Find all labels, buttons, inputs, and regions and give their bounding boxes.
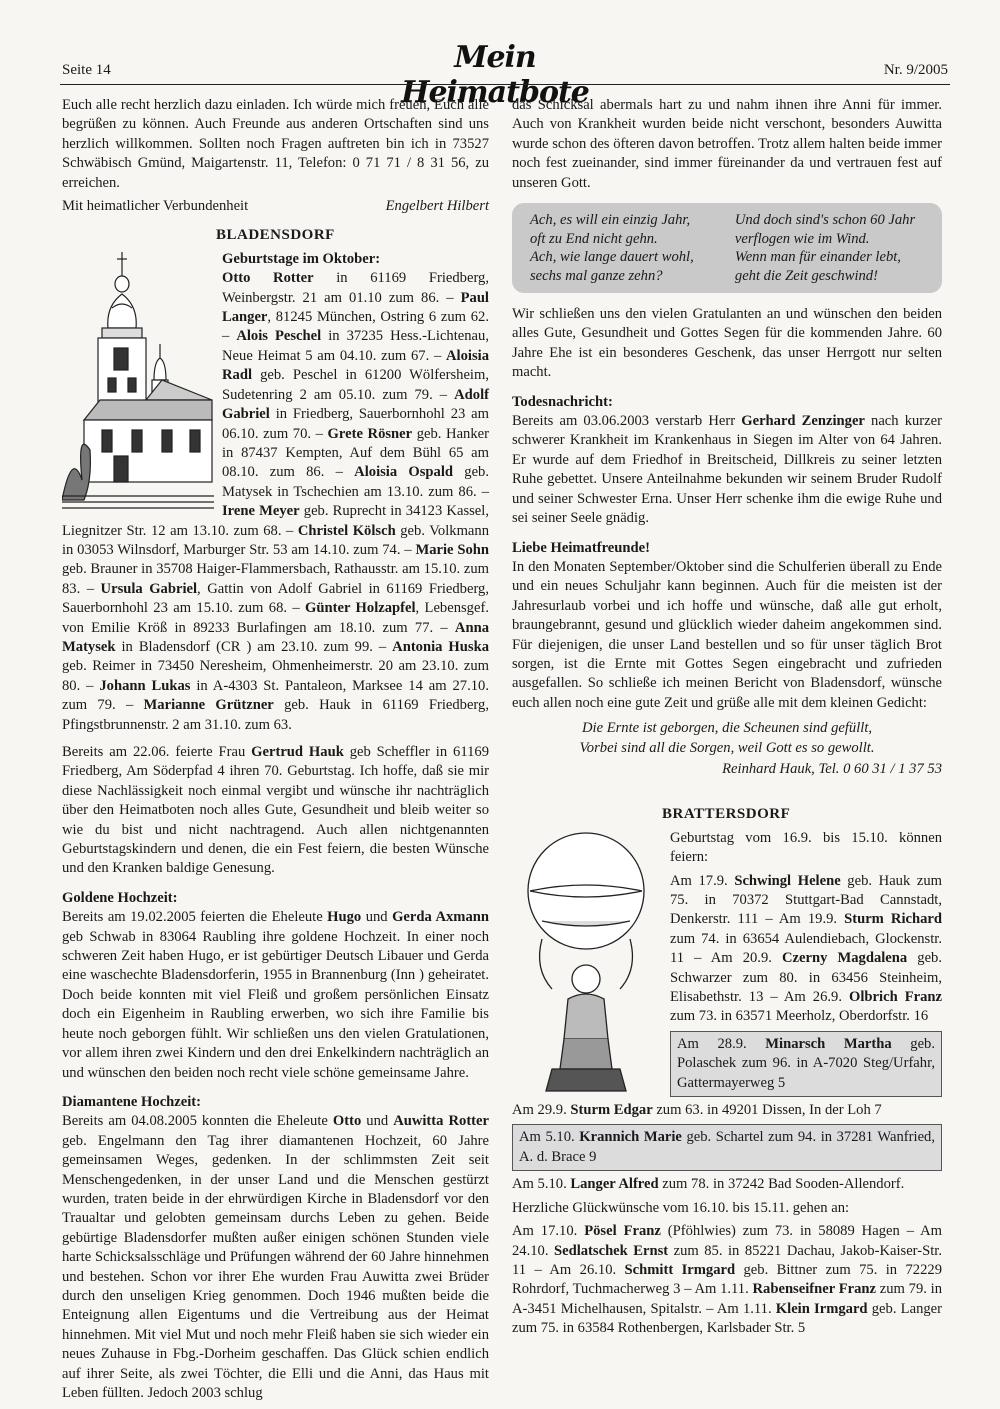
brattersdorf-header-wrap: [512, 805, 942, 824]
atlas-statue-illustration: [512, 829, 660, 1097]
highlight-box-krannich: Am 5.10. Krannich Marie geb. Schartel zum 94. in 37281 Wanfried, A. d. Brace 9: [512, 1124, 942, 1171]
birthday-details: geb. Hauk in 61169 Friedberg, Pfingstbrunnenstr. 2 am 31.10. zum 63.: [62, 697, 489, 733]
wishes-paragraph: Wir schließen uns den vielen Gratulanten an und wünschen den beiden alles Gute, Gesundheit und Gottes Segen für die kommenden Jahre. 60 Jahre Ehe ist ein besonderes Geschenk, das unser Herrgott nur selten macht.: [512, 306, 942, 381]
friends-heading: Liebe Heimatfreunde!: [512, 539, 650, 556]
birthday-details: geb. Ruprecht in 34123 Kassel, Liegnitzer Str. 12 am 13.10. zum 68. –: [62, 503, 489, 539]
harvest-verse: Die Ernte ist geborgen, die Scheunen sind gefüllt, Vorbei sind all die Sorgen, weil Gott es so gewollt.: [579, 720, 875, 756]
poem-box: [512, 203, 942, 293]
golden-wedding-paragraph: Bereits am 19.02.2005 feierten die Eheleute Hugo und Gerda Axmann geb Schwab in 83064 Raubling ihre goldene Hochzeit. In einer noch schweren Zeit haben Hugo, er ist gebürtiger Deutsch Libauer und Gerda eine waschechte Bladensdorferin, 1955 in Brannenburg (Inn ) geheiratet. Doch beide konnten mit viel Fleiß und großem persönlichen Einsatz doch ein Eigenheim in Raubling erwerben, wo sich ihre Familie bis heute noch geborgen fühlt. Wir schließen uns den vielen Gratulationen, vor allem ihren zwei Kindern und den drei Enkelkindern nachträglich an und wünschen den beiden noch recht viele schöne gemeinsame Jahre.: [62, 909, 489, 1081]
birthday-name: Aloisia Radl: [222, 347, 489, 384]
author-name: Engelbert Hilbert: [385, 198, 489, 215]
poem-left: Ach, es will ein einzig Jahr, oft zu End nicht gehn. Ach, wie lange dauert wohl, sechs mal ganze zehn?: [530, 212, 694, 284]
birthday-name: Alois Peschel: [236, 328, 322, 345]
diamond-wedding-paragraph: Bereits am 04.08.2005 konnten die Eheleute Otto und Auwitta Rotter geb. Engelmann den Tag ihrer diamantenen Hochzeit, 60 Jahre gemeinsamen Weges, gedenken. In der schlimmsten Zeit seit Menschengedenken, in der unser Land und die Menschen gestürzt wurden, traten beide in der ehrwürdigen Kirche in Bladensdorf vor den Traualtar und gelobten gemeinsam durchs Leben zu gehen. Beide gebürtige Bladensdorfer mußten außer einigen schönen Stunden viele harte Schicksalsschläge und Prüfungen während der 60 Jahre hinnehmen und bestehen. Schon vor ihrer Ehe wurden Frau Auwitta zwei Brüder durch den unseligen Krieg genommen. Doch 1946 mußten beide die Enteignung allen Eigentums und die Vertreibung aus der Heimat hinnehmen. Mit viel Mut und noch mehr Fleiß haben sie sich wieder ein neues Zuhause in Fbg.-Dorheim geschaffen. Das Glück schien endlich auf ihrer Seite, als zwei Töchter, die Elli und die Anni, das Haus mit Leben füllten. Jedoch 2003 schlug: [62, 1113, 489, 1401]
birthday-name: Otto Rotter: [222, 270, 314, 287]
continuation-paragraph: das Schicksal abermals hart zu und nahm ihnen ihre Anni für immer. Auch von Krankheit wurden beide nicht verschont, besonders Auwitta wurde schon des öfteren davon betroffen. Trotz allem halten beide immer noch fest zueinander, sind immer füreinander da und vertrauen fest auf unseren Gott.: [512, 97, 942, 191]
birthdays-heading: Geburtstage im Oktober:: [222, 250, 381, 267]
birthday-name: Aloisia Ospald: [354, 464, 454, 481]
birthday-details: geb. Hanker in 87437 Kempten, Auf dem Bühl 65 am 08.10. zum 86. –: [222, 425, 489, 481]
birthday-name: Marianne Grützner: [143, 697, 274, 714]
highlight-box-minarsch: Am 28.9. Minarsch Martha geb. Polaschek zum 96. in A-7020 Steg/Urfahr, Gattermayerweg 5: [670, 1031, 942, 1097]
congrats-list: Am 17.10. Pösel Franz (Pföhlwies) zum 73. in 58089 Hagen – Am 24.10. Sedlatschek Ernst zum 85. in 85221 Dachau, Jakob-Kaiser-Str. 11 – Am 26.10. Schmitt Irmgard geb. Bittner zum 75. in 72229 Rohrdorf, Tuchmacherweg 3 – Am 1.11. Rabenseifner Franz zum 79. in A-3451 Michelhausen, Spitalstr. – Am 1.11. Klein Irmgard geb. Langer zum 75. in 63584 Rothenbergen, Karlsbader Str. 5: [512, 1223, 943, 1337]
intro-paragraph: Euch alle recht herzlich dazu einladen. Ich würde mich freuen, Euch alle begrüßen zu können. Auch Freunde aus anderen Ortschaften sind uns herzlich willkommen. Sollten noch Fragen auftreten bin ich in 73527 Schwäbisch Gmünd, Maigartenstr. 11, Telefon: 0 71 71 / 8 31 56, zu erreichen.: [62, 97, 489, 191]
birthday-name: Johann Lukas: [99, 677, 191, 694]
closing-text: Mit heimatlicher Verbundenheit: [62, 198, 249, 215]
birthday-details: , Gattin von Adolf Gabriel in 61169 Friedberg, Sauerbornhohl 23 am 15.10. zum 68. –: [62, 580, 489, 617]
brattersdorf-intro: Geburtstag vom 16.9. bis 15.10. können feiern:: [670, 829, 942, 866]
birthday-details: , Lebensgef. von Emilie Kröß in 89233 Burlafingen am 18.10. zum 77. –: [62, 600, 489, 636]
header-rule: [60, 84, 950, 85]
section-header-wrap: [62, 226, 489, 245]
birthday-details: geb. Brauner in 35708 Haiger-Flammersbach, Rathausstr. am 15.10. zum 83. –: [62, 561, 489, 597]
birthday-name: Günter Holzapfel: [305, 600, 416, 617]
friends-paragraph: In den Monaten September/Oktober sind die Schulferien überall zu Ende und ein neues Schuljahr kann beginnen. Auch für die meisten ist der Jahresurlaub vorbei und ich hoffe und wünsche, daß alle gut erholt, braungebrannt, gesund und glücklich wieder daheim angekommen sind. Für diejenigen, die unser Land bestellen und so für unser täglich Brot sorgen, ist die Ernte mit Gottes Segen eingebracht und zufrieden ausgefallen. So schließe ich meinen Bericht von Bladensdorf, wünsche euch allen noch eine gute Zeit und grüße alle mit dem kleinen Gedicht:: [512, 558, 942, 711]
birthday-name: Anna Matysek: [62, 619, 489, 655]
birthday-details: in Bladensdorf (CR ) am 23.10. zum 99. –: [115, 638, 393, 655]
birthday-name: Adolf Gabriel: [222, 386, 489, 423]
person-name: Gertrud Hauk: [251, 744, 344, 760]
masthead-logo: Mein Heimatbote: [401, 40, 589, 110]
reinhard-signature: Reinhard Hauk, Tel. 0 60 31 / 1 37 53: [722, 760, 942, 777]
golden-wedding-heading: Goldene Hochzeit:: [62, 889, 178, 906]
birthday-details: geb. Reimer in 73450 Neresheim, Ohmenheimerstr. 20 am 23.10. zum 80. –: [62, 658, 489, 694]
birthday-details: , 81245 München, Ostring 6 zum 62. –: [222, 309, 489, 345]
birthday-name: Irene Meyer: [222, 503, 300, 520]
brattersdorf-list: Am 17.9. Schwingl Helene geb. Hauk zum 75. in 70372 Stuttgart-Bad Cannstadt, Denkerstr. 111 – Am 19.9. Sturm Richard zum 74. in 63654 Aulendiebach, Glockenstr. 11 – Am 20.9. Czerny Magdalena geb. Schwarzer zum 80. in 63456 Steinheim, Elisabethstr. 13 – Am 26.9. Olbrich Franz zum 73. in 63571 Meerholz, Oberdorfstr. 16: [670, 872, 943, 1025]
church-illustration: [62, 250, 214, 512]
birthday-details: in Friedberg, Sauerbornhohl 23 am 06.10. zum 70. –: [222, 406, 489, 442]
birthday-details: in 61169 Friedberg, Weinbergstr. 21 am 01.10 zum 86. –: [222, 270, 489, 306]
birthday-name: Marie Sohn: [415, 541, 490, 558]
birthday-name: Grete Rösner: [327, 425, 413, 442]
left-column: [62, 96, 489, 1407]
issue-number: Nr. 9/2005: [883, 62, 948, 78]
birthday-details: geb. Peschel in 61200 Wölfersheim, Sudetenring 2 am 05.10. zum 79. –: [222, 367, 489, 403]
birthday-name: Antonia Huska: [392, 638, 489, 655]
langer-entry: Am 5.10. Langer Alfred zum 78. in 37242 Bad Sooden-Allendorf.: [512, 1176, 905, 1193]
page-number: Seite 14: [62, 62, 111, 78]
birthday-name: Ursula Gabriel: [100, 580, 198, 597]
birthday-name: Paul Langer: [222, 289, 489, 326]
signature-line: [62, 197, 489, 216]
death-notice-heading: Todesnachricht:: [512, 393, 613, 410]
diamond-wedding-heading: Diamantene Hochzeit:: [62, 1093, 202, 1110]
birthday-name: Christel Kölsch: [297, 522, 396, 539]
birthday-details: geb. Matysek in Tschechien am 13.10. zum 86. –: [222, 464, 489, 500]
sturm-edgar-entry: Am 29.9. Sturm Edgar zum 63. in 49201 Dissen, In der Loh 7: [512, 1102, 882, 1119]
poem-right: Und doch sind's schon 60 Jahr verflogen wie im Wind. Wenn man für einander lebt, geht die Zeit geschwind!: [734, 212, 916, 284]
right-column: [512, 96, 942, 1343]
hauk-paragraph: Bereits am 22.06. feierte Frau Gertrud Hauk geb Scheffler in 61169 Friedberg, Am Söderpfad 4 ihren 70. Geburtstag. Ich hoffe, daß sie mir diese Nachlässigkeit noch einmal vergibt und wünsche ihr nachträglich über den Heimatboten noch alles Gute, Gesundheit und bleib weiter so wie du bist und nicht nachtragend. Auch allen nichtgenannten Geburtstagskindern und denen, die ein Fest feiern, die besten Wünsche und den Kranken baldige Genesung.: [62, 744, 489, 877]
birthday-details: in A-4303 St. Pantaleon, Marksee 14 am 27.10. zum 79. –: [62, 677, 489, 714]
birthday-details: geb. Volkmann in 03053 Wilnsdorf, Marburger Str. 53 am 14.10. zum 74. –: [62, 522, 489, 558]
section-title-brattersdorf: BRATTERSDORF: [662, 806, 791, 823]
congrats-intro: Herzliche Glückwünsche vom 16.10. bis 15.11. gehen an:: [512, 1199, 850, 1216]
section-title-bladensdorf: BLADENSDORF: [216, 227, 335, 244]
birthday-details: in 37235 Hess.-Lichtenau, Neue Heimat 5 am 04.10. zum 67. –: [222, 328, 489, 364]
death-notice-paragraph: Bereits am 03.06.2003 verstarb Herr Gerhard Zenzinger nach kurzer schwerer Krankheit im Krankenhaus in Siegen im Alter von 64 Jahren. Er wurde auf dem Friedhof in Breitscheid, Dillkreis zu seiner letzten Ruhe gebettet. Unsere Anteilnahme bekunden wir seinem Bruder Rudolf und seiner Schwester Erna. Unser Herr schenke ihm die ewige Ruhe und sei seiner Seele gnädig.: [512, 413, 942, 527]
